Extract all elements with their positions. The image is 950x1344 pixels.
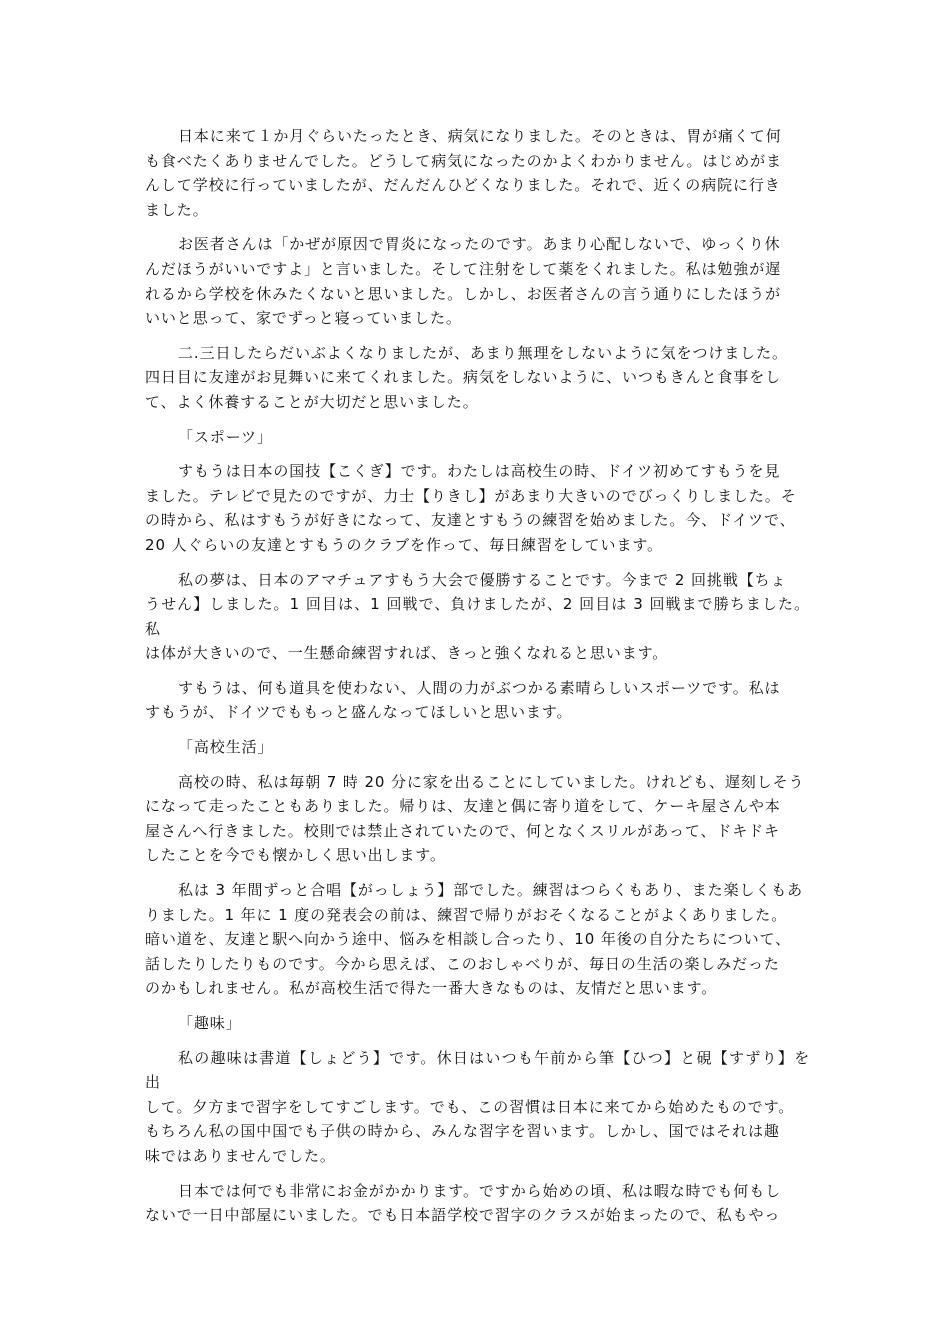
paragraph: 日本に来て１か月ぐらいたったとき、病気になりました。そのときは、胃が痛くて何 も食べたくありませんでした。どうして病気になったのかよくわかりません。はじめがま んして学校に行っていましたが、だんだんひどくなりました。それで、近くの病院に行き ました。: [145, 127, 782, 219]
section-heading-sports: 「スポーツ」: [178, 427, 273, 446]
paragraph: 私の趣味は書道【しょどう】です。休日はいつも午前から筆【ひつ】と硯【すずり】を出 して。夕方まで習字をしてすごします。でも、この習慣は日本に来てから始めたものです。 もちろん私の国中国でも子供の時から、みんな習字を習います。しかし、国ではそれは趣 味ではありませんでした。: [145, 1048, 810, 1165]
paragraph: 私の夢は、日本のアマチュアすもう大会で優勝することです。今まで 2 回挑戦【ちょ うせん】しました。1 回目は、1 回戦で、負けましたが、2 回目は 3 回戦まで勝ちました。私 は体が大きいので、一生懸命練習すれば、きっと強くなれると思います。: [145, 570, 810, 663]
paragraph: 高校の時、私は毎朝 7 時 20 分に家を出ることにしていました。けれども、遅刻しそう になって走ったこともありました。帰りは、友達と偶に寄り道をして、ケーキ屋さんや本 屋さんへ行きました。校則では禁止されていたので、何となくスリルがあって、ドキドキ したことを今でも懐かしく思い出します。: [145, 772, 805, 865]
section-heading-high-school-life: 「高校生活」: [178, 738, 274, 757]
paragraph: 二.三日したらだいぶよくなりましたが、あまり無理をしないように気をつけました。 四日目に友達がお見舞いに来てくれました。病気をしないように、いつもきんと食事をし て、よく休養することが大切だと思いました。: [145, 343, 788, 411]
paragraph: すもうは、何も道具を使わない、人間の力がぶつかる素晴らしいスポーツです。私は すもうが、ドイツでももっと盛んなってほしいと思います。: [145, 678, 781, 722]
paragraph: すもうは日本の国技【こくぎ】です。わたしは高校生の時、ドイツ初めてすもうを見 ました。テレビで見たのですが、力士【りきし】があまり大きいのでびっくりしました。そ の時から、私はすもうが好きになって、友達とすもうの練習を始めました。今、ドイツで、 20 人ぐらいの友達とすもうのクラブを作って、毎日練習をしています。: [145, 462, 797, 554]
paragraph: 私は 3 年間ずっと合唱【がっしょう】部でした。練習はつらくもあり、また楽しくもあ りました。1 年に 1 度の発表会の前は、練習で帰りがおそくなることがよくありました。 暗い道を、友達と駅へ向かう途中、悩みを相談し合ったり、10 年後の自分たちについて、 話したりしたりものです。今から思えば、このおしゃべりが、毎日の生活の楽しみだった のかもしれません。私が高校生活で得た一番大きなものは、友情だと思います。: [145, 881, 804, 998]
paragraph: お医者さんは「かぜが原因で胃炎になったのです。あまり心配しないで、ゆっくり休 んだほうがいいですよ」と言いました。そして注射をして薬をくれました。私は勉強が遅 れるから学校を休みたくないと思いました。しかし、お医者さんの言う通りにしたほうが いいと思って、家でずっと寝っていました。: [145, 235, 782, 328]
paragraph: 日本では何でも非常にお金がかかります。ですから始めの頃、私は暇な時でも何もし ないで一日中部屋にいました。でも日本語学校で習字のクラスが始まったので、私もやっ: [145, 1181, 782, 1225]
document-body: [145, 124, 810, 1238]
section-heading-hobby: 「趣味」: [178, 1014, 242, 1032]
